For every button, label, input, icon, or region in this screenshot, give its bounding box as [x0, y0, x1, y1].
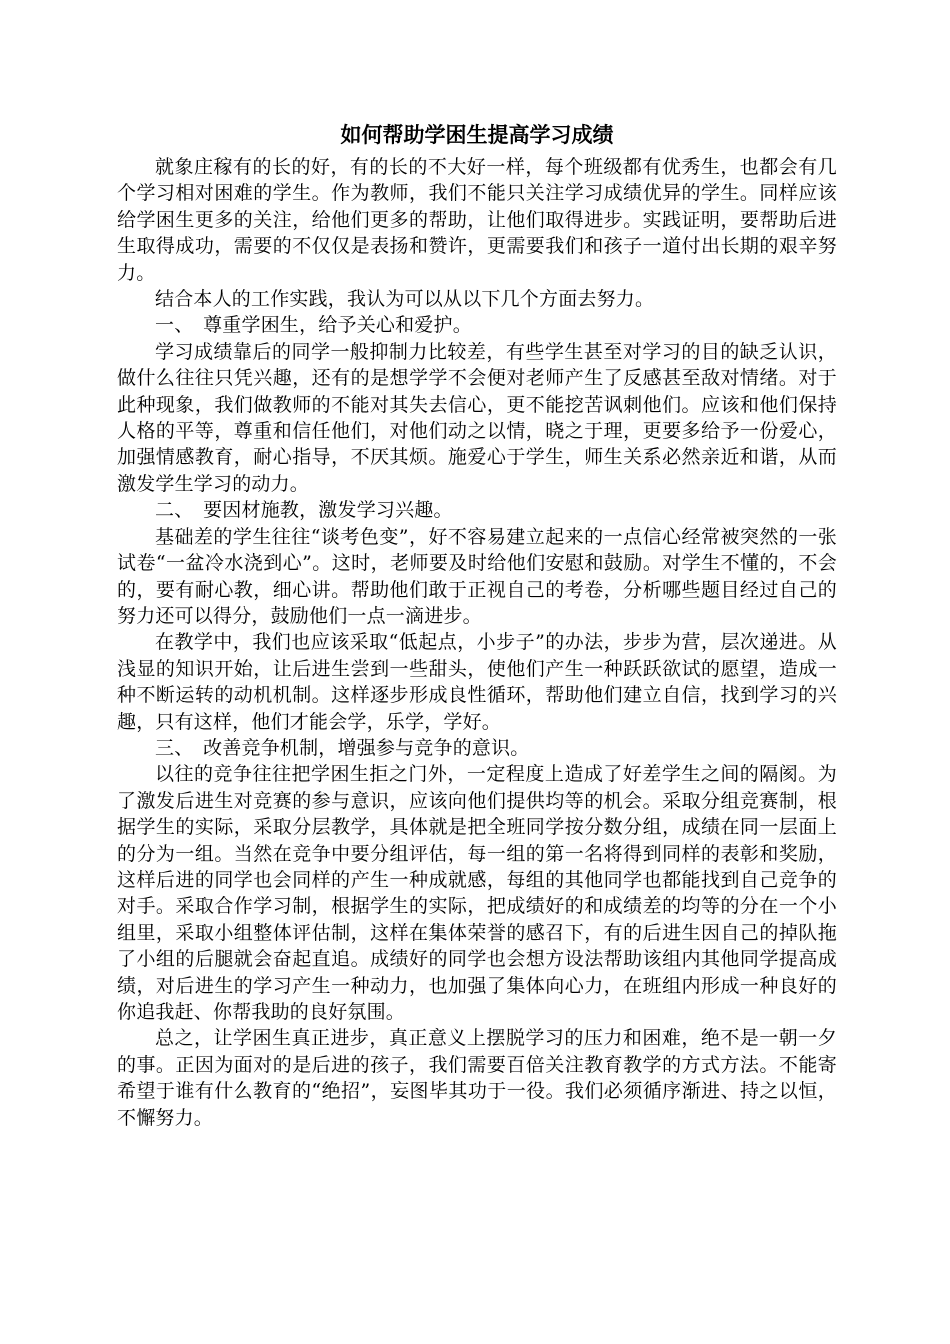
document-page — [117, 118, 837, 1131]
paragraph-section-3: 以往的竞争往往把学困生拒之门外，一定程度上造成了好差学生之间的隔阂。为了激发后进生对竞赛的参与意识，应该向他们提供均等的机会。采取分组竞赛制，根据学生的实际，采取分层教学，具体就是把全班同学按分数分组，成绩在同一层面上的分为一组。当然在竞争中要分组评估，每一组的第一名将得到同样的表彰和奖励，这样后进的同学也会同样的产生一种成就感，每组的其他同学也都能找到自己竞争的对手。采取合作学习制，根据学生的实际，把成绩好的和成绩差的均等的分在一个小组里，采取小组整体评估制，这样在集体荣誉的感召下，有的后进生因自己的掉队拖了小组的后腿就会奋起直追。成绩好的同学也会想方设法帮助该组内其他同学提高成绩，对后进生的学习产生一种动力，也加强了集体向心力，在班组内形成一种良好的你追我赶、你帮我助的良好氛围。 — [117, 763, 837, 1023]
paragraph-approach: 结合本人的工作实践，我认为可以从以下几个方面去努力。 — [155, 288, 655, 311]
section-heading-1: 一、 尊重学困生，给予关心和爱护。 — [155, 314, 472, 337]
paragraph-section-1: 学习成绩靠后的同学一般抑制力比较差，有些学生甚至对学习的目的缺乏认识，做什么往往只凭兴趣，还有的是想学学不会便对老师产生了反感甚至敌对情绪。对于此种现象，我们做教师的不能对其失去信心，更不能挖苦讽刺他们。应该和他们保持人格的平等，尊重和信任他们，对他们动之以情，晓之于理，更要多给予一份爱心，加强情感教育，耐心指导，不厌其烦。施爱心于学生，师生关系必然亲近和谐，从而激发学生学习的动力。 — [117, 340, 837, 495]
document-title: 如何帮助学困生提高学习成绩 — [340, 123, 614, 147]
document-body — [117, 154, 837, 1131]
paragraph-section-2b: 在教学中，我们也应该采取“低起点，小步子”的办法，步步为营，层次递进。从浅显的知识开始，让后进生尝到一些甜头，使他们产生一种跃跃欲试的愿望，造成一种不断运转的动机机制。这样逐步形成良性循环，帮助他们建立自信，找到学习的兴趣，只有这样，他们才能会学，乐学，学好。 — [117, 631, 837, 733]
section-heading-2: 二、 要因材施教，激发学习兴趣。 — [155, 499, 453, 522]
paragraph-section-2a: 基础差的学生往往“谈考色变”，好不容易建立起来的一点信心经常被突然的一张试卷“一盆冷水浇到心”。这时，老师要及时给他们安慰和鼓励。对学生不懂的，不会的，要有耐心教，细心讲。帮助他们敢于正视自己的考卷，分析哪些题目经过自己的努力还可以得分，鼓励他们一点一滴进步。 — [117, 525, 837, 627]
paragraph-intro: 就象庄稼有的长的好，有的长的不大好一样，每个班级都有优秀生，也都会有几个学习相对困难的学生。作为教师，我们不能只关注学习成绩优异的学生。同样应该给学困生更多的关注，给他们更多的帮助，让他们取得进步。实践证明，要帮助后进生取得成功，需要的不仅仅是表扬和赞许，更需要我们和孩子一道付出长期的艰辛努力。 — [117, 156, 837, 284]
section-heading-3: 三、 改善竞争机制，增强参与竞争的意识。 — [155, 736, 530, 759]
paragraph-conclusion: 总之，让学困生真正进步，真正意义上摆脱学习的压力和困难，绝不是一朝一夕的事。正因为面对的是后进的孩子，我们需要百倍关注教育教学的方式方法。不能寄希望于谁有什么教育的“绝招”，妄图毕其功于一役。我们必须循序渐进、持之以恒，不懈努力。 — [117, 1027, 837, 1129]
